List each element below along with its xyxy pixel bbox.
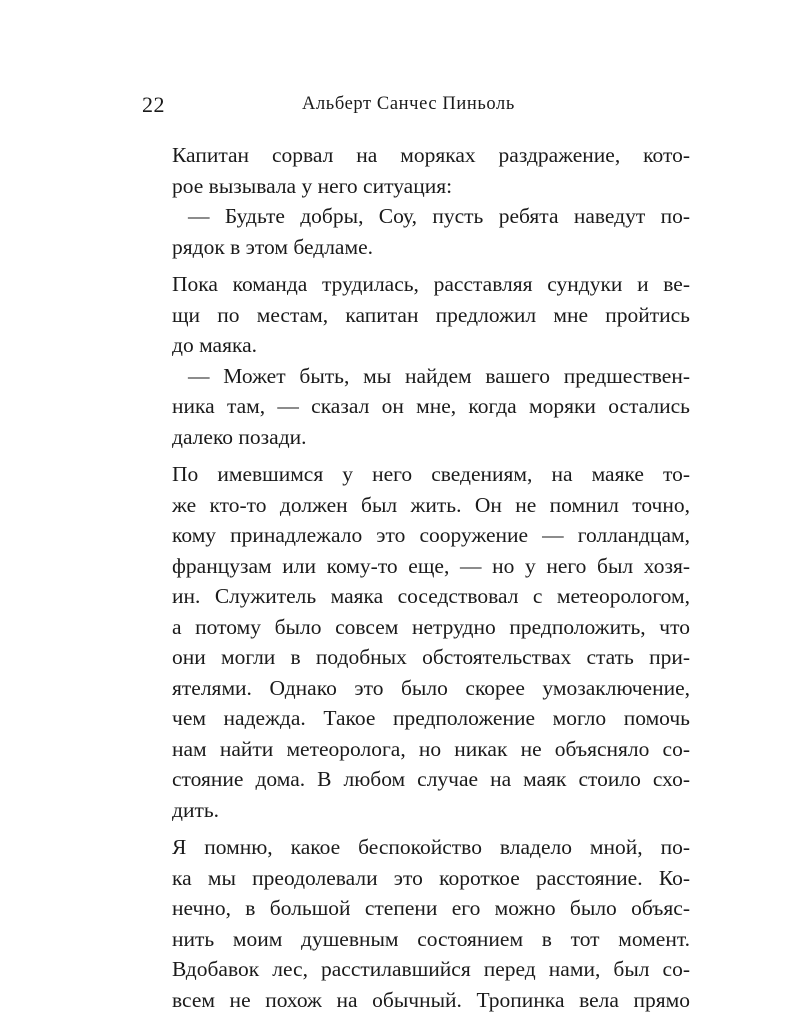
text-line: — Может быть, мы найдем вашего предшествен- xyxy=(172,361,690,392)
text-line: Вдобавок лес, расстилавшийся перед нами, был со- xyxy=(172,954,690,985)
text-line: дить. xyxy=(172,795,690,826)
page-number: 22 xyxy=(142,92,165,118)
page-header xyxy=(142,92,662,122)
body-text xyxy=(172,140,690,1015)
text-line: Капитан сорвал на моряках раздражение, кото- xyxy=(172,140,690,171)
text-line: По имевшимся у него сведениям, на маяке то- xyxy=(172,459,690,490)
text-line: ин. Служитель маяка соседствовал с метеорологом, xyxy=(172,581,690,612)
text-line: французам или кому-то еще, — но у него был хозя- xyxy=(172,551,690,582)
text-line: они могли в подобных обстоятельствах стать при- xyxy=(172,642,690,673)
running-head-author: Альберт Санчес Пиньоль xyxy=(302,94,515,115)
text-line: стояние дома. В любом случае на маяк стоило схо- xyxy=(172,764,690,795)
text-line: ника там, — сказал он мне, когда моряки остались xyxy=(172,391,690,422)
text-line: а потому было совсем нетрудно предположить, что xyxy=(172,612,690,643)
text-line: рое вызывала у него ситуация: xyxy=(172,171,690,202)
text-line: ка мы преодолевали это короткое расстояние. Ко- xyxy=(172,863,690,894)
text-line: далеко позади. xyxy=(172,422,690,453)
text-line: чем надежда. Такое предположение могло помочь xyxy=(172,703,690,734)
text-line: же кто-то должен был жить. Он не помнил точно, xyxy=(172,490,690,521)
text-line: нечно, в большой степени его можно было объяс- xyxy=(172,893,690,924)
text-line: Пока команда трудилась, расставляя сундуки и ве- xyxy=(172,269,690,300)
text-line: Я помню, какое беспокойство владело мной, по- xyxy=(172,832,690,863)
text-line: всем не похож на обычный. Тропинка вела прямо xyxy=(172,985,690,1015)
text-line: рядок в этом бедламе. xyxy=(172,232,690,263)
text-line: — Будьте добры, Соу, пусть ребята наведут по- xyxy=(172,201,690,232)
text-line: нам найти метеоролога, но никак не объясняло со- xyxy=(172,734,690,765)
text-line: кому принадлежало это сооружение — голландцам, xyxy=(172,520,690,551)
text-line: до маяка. xyxy=(172,330,690,361)
text-line: нить моим душевным состоянием в тот момент. xyxy=(172,924,690,955)
text-line: щи по местам, капитан предложил мне пройтись xyxy=(172,300,690,331)
text-line: ятелями. Однако это было скорее умозаключение, xyxy=(172,673,690,704)
